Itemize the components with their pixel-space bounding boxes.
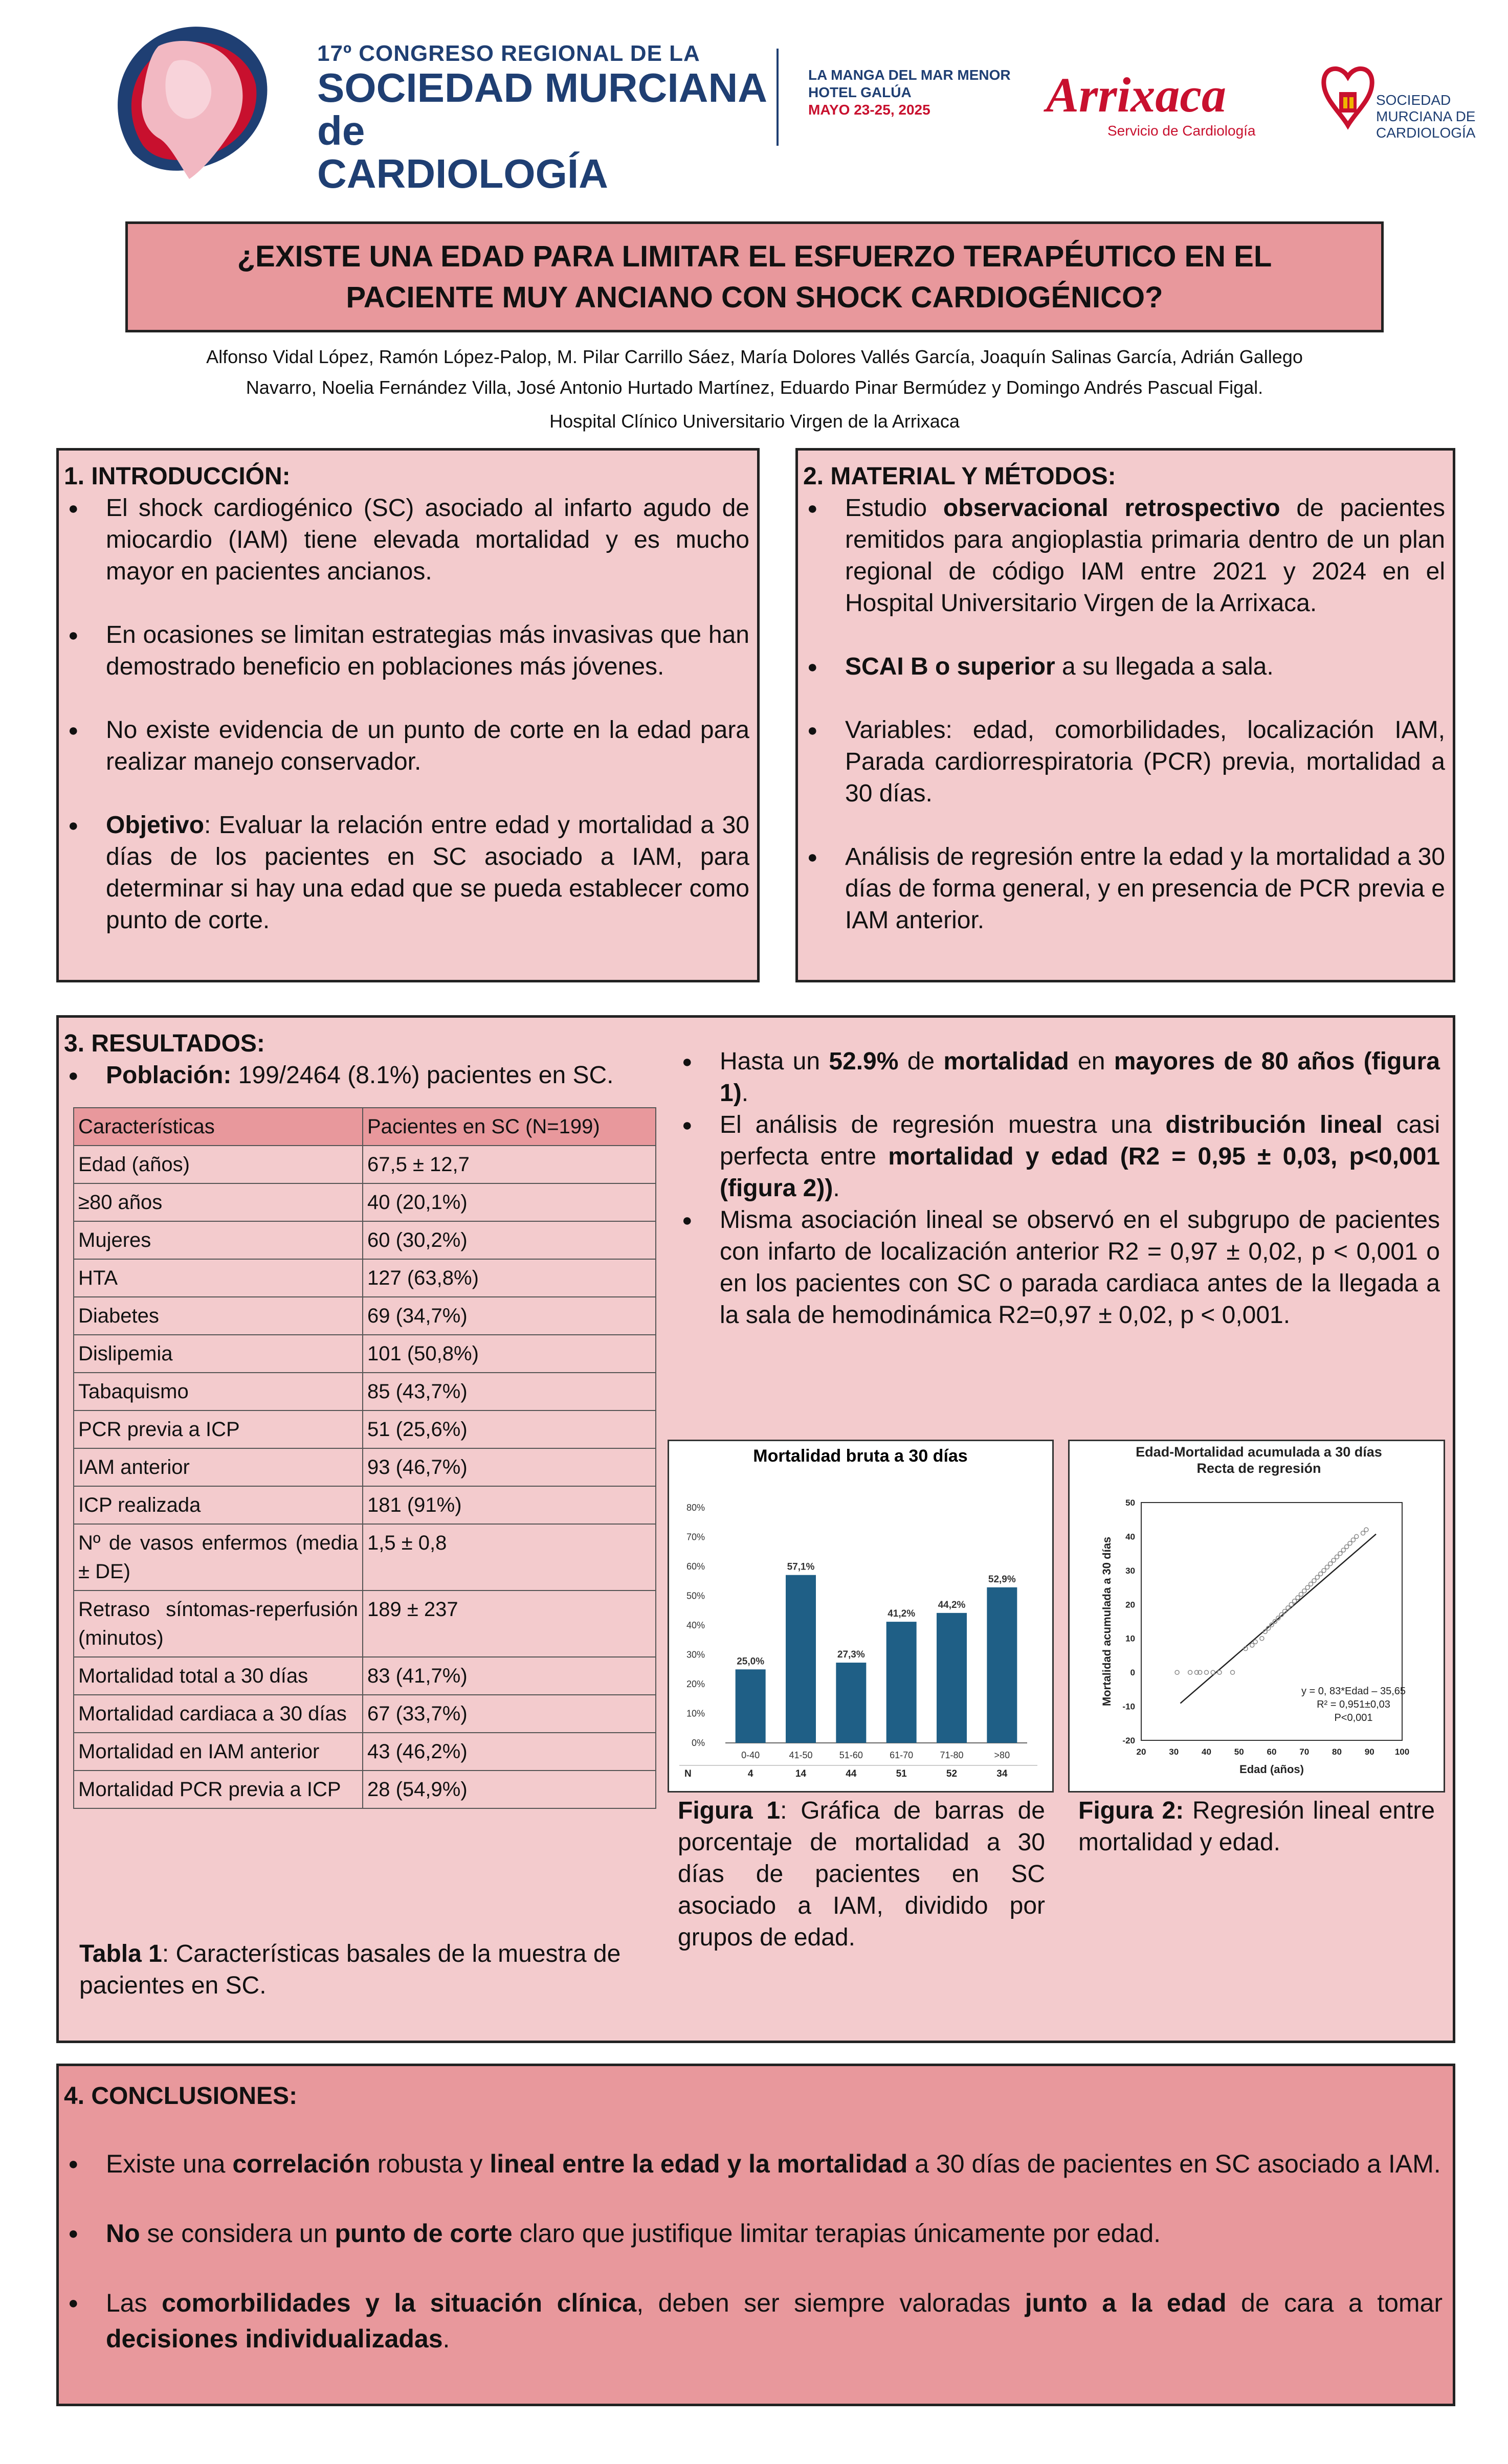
congress-line-2: SOCIEDAD MURCIANA de	[317, 65, 766, 153]
n-value-label: 4	[747, 1768, 753, 1779]
table-cell-characteristic: IAM anterior	[74, 1448, 363, 1486]
introduction-title: 1. INTRODUCCIÓN:	[64, 463, 291, 490]
authors-line-2: Navarro, Noelia Fernández Villa, José Antonio Hurtado Martínez, Eduardo Pinar Bermúdez y Domingo Andrés Pascual Figal.	[246, 377, 1263, 398]
chart-title-line-2: Recta de regresión	[1196, 1461, 1321, 1476]
arrixaca-name: Arrixaca	[1046, 68, 1227, 122]
table-row	[74, 1657, 656, 1695]
table-row	[74, 1335, 656, 1373]
scatter-point	[1302, 1589, 1306, 1593]
poster-title	[237, 236, 1272, 318]
y-tick-label: 0	[1130, 1668, 1135, 1678]
r2-b: distribución lineal	[1165, 1111, 1383, 1138]
figure-1-caption	[678, 1795, 1045, 1954]
r1-b: 52.9%	[829, 1048, 899, 1075]
table-header-cell: Pacientes en SC (N=199)	[363, 1108, 656, 1146]
x-axis-label: Edad (años)	[1239, 1763, 1304, 1776]
table-row	[74, 1695, 656, 1733]
table-cell-characteristic: Mortalidad total a 30 días	[74, 1657, 363, 1695]
conclusion-bullet-1	[64, 2146, 1443, 2182]
y-tick-label: 10	[1125, 1633, 1135, 1644]
scatter-point	[1289, 1602, 1293, 1606]
c3-b: comorbilidades y la situación clínica	[162, 2289, 637, 2317]
r1-c: de	[898, 1048, 944, 1075]
table-row	[74, 1146, 656, 1183]
n-row-label: N	[684, 1768, 692, 1779]
y-tick-label: 20%	[686, 1679, 705, 1689]
scatter-point	[1253, 1640, 1257, 1644]
regression-r2: R² = 0,951±0,03	[1317, 1699, 1390, 1710]
methods-b1-b: de pacientes remitidos para angioplastia primaria dentro de un plan regional de código IAM entre 2021 y 2024 en el Hospital Universitario Virgen de la Arrixaca.	[845, 495, 1445, 617]
r2-c: casi perfecta entre	[720, 1111, 1440, 1170]
bar	[836, 1663, 866, 1743]
table-row	[74, 1297, 656, 1335]
y-axis-label: Mortalidad acumulada a 30 días	[1100, 1536, 1113, 1707]
bar-value-label: 41,2%	[888, 1608, 916, 1620]
c1-e: a 30 días de pacientes en SC asociado a IAM.	[907, 2149, 1441, 2178]
conclusions-title: 4. CONCLUSIONES:	[64, 2082, 298, 2110]
scatter-point	[1217, 1670, 1222, 1674]
venue-dates: MAYO 23-25, 2025	[808, 102, 930, 118]
introduction-section	[56, 448, 760, 982]
table-cell-characteristic: Mortalidad PCR previa a ICP	[74, 1771, 363, 1808]
y-tick-label: 60%	[686, 1561, 705, 1572]
intro-bullet-1: ● El shock cardiogénico (SC) asociado al infarto agudo de miocardio (IAM) tiene elevada mortalidad y es mucho mayor en pacientes ancianos.	[64, 492, 749, 588]
table-cell-characteristic: Dislipemia	[74, 1335, 363, 1373]
table-row	[74, 1183, 656, 1221]
scatter-point	[1338, 1552, 1342, 1556]
figure-2-regression-chart	[1068, 1440, 1445, 1793]
y-tick-label: 40	[1125, 1532, 1135, 1542]
table-cell-characteristic: Nº de vasos enfermos (media ± DE)	[74, 1524, 363, 1591]
table-cell-characteristic: HTA	[74, 1259, 363, 1297]
y-tick-label: -10	[1122, 1701, 1135, 1712]
header-divider	[777, 49, 779, 146]
table-cell-characteristic: Retraso síntomas-reperfusión (minutos)	[74, 1591, 363, 1657]
venue-line-2: HOTEL GALÚA	[808, 84, 912, 100]
n-value-label: 44	[846, 1768, 857, 1779]
table-row	[74, 1486, 656, 1524]
conclusions-section	[56, 2064, 1455, 2406]
table-header-row	[74, 1108, 656, 1146]
c3-a: Las	[106, 2289, 162, 2317]
table-cell-value: 67 (33,7%)	[363, 1695, 656, 1733]
x-tick-label: 100	[1394, 1747, 1410, 1757]
affiliation: Hospital Clínico Universitario Virgen de la Arrixaca	[549, 411, 960, 432]
scatter-point	[1325, 1565, 1329, 1569]
methods-bullet-4: ● Análisis de regresión entre la edad y la mortalidad a 30 días de forma general, y en presencia de PCR previa e IAM anterior.	[803, 841, 1445, 936]
methods-bullet-3: ● Variables: edad, comorbilidades, localización IAM, Parada cardiorrespiratoria (PCR) previa, mortalidad a 30 días.	[803, 714, 1445, 810]
bar	[786, 1575, 816, 1743]
regression-p-value: P<0,001	[1334, 1712, 1373, 1723]
n-value-label: 34	[996, 1768, 1008, 1779]
table-cell-characteristic: Mortalidad en IAM anterior	[74, 1733, 363, 1771]
scatter-point	[1309, 1582, 1313, 1586]
table-row	[74, 1221, 656, 1259]
r1-d: mortalidad	[943, 1048, 1069, 1075]
table-cell-characteristic: Diabetes	[74, 1297, 363, 1335]
table-row	[74, 1448, 656, 1486]
figure-2-caption	[1078, 1795, 1435, 1858]
chart-title: Mortalidad bruta a 30 días	[753, 1446, 968, 1466]
n-value-label: 51	[896, 1768, 907, 1779]
intro-bullet-2: ● En ocasiones se limitan estrategias más invasivas que han demostrado beneficio en poblaciones más jóvenes.	[64, 619, 749, 683]
table-cell-value: 1,5 ± 0,8	[363, 1524, 656, 1591]
smc-line-2: MURCIANA DE	[1376, 108, 1476, 124]
c3-c: , deben ser siempre valoradas	[636, 2289, 1025, 2317]
chart-title-line-1: Edad-Mortalidad acumulada a 30 días	[1136, 1444, 1382, 1460]
bar	[987, 1587, 1017, 1743]
table-cell-value: 101 (50,8%)	[363, 1335, 656, 1373]
x-tick-label: 20	[1136, 1747, 1146, 1757]
results-section	[56, 1015, 1455, 2043]
finding-bullet-3: ● Misma asociación lineal se observó en el subgrupo de pacientes con infarto de localización anterior R2 = 0,97 ± 0,02, p < 0,001 o en los pacientes con SC o parada cardiaca antes de la llegada a la sala de hemodinámica R2=0,97 ± 0,02, p < 0,001.	[678, 1204, 1440, 1331]
r1-a: Hasta un	[720, 1048, 829, 1075]
scatter-point	[1296, 1596, 1300, 1600]
poster-header	[0, 0, 1508, 194]
y-tick-label: 10%	[686, 1708, 705, 1719]
table-cell-characteristic: ICP realizada	[74, 1486, 363, 1524]
x-tick-label: 0-40	[741, 1750, 760, 1760]
regression-equation: y = 0, 83*Edad – 35,65	[1301, 1686, 1406, 1697]
r2-e: .	[833, 1175, 840, 1202]
table-caption	[79, 1938, 657, 2002]
table-cell-value: 127 (63,8%)	[363, 1259, 656, 1297]
methods-section	[795, 448, 1455, 982]
bar-value-label: 57,1%	[787, 1561, 815, 1573]
bar	[886, 1622, 917, 1743]
scatter-point	[1322, 1569, 1326, 1573]
table-cell-value: 28 (54,9%)	[363, 1771, 656, 1808]
baseline-table	[73, 1107, 656, 1809]
table-cell-value: 83 (41,7%)	[363, 1657, 656, 1695]
table-cell-value: 51 (25,6%)	[363, 1410, 656, 1448]
scatter-point	[1355, 1534, 1359, 1538]
fig1-caption-text: : Gráfica de barras de porcentaje de mortalidad a 30 días de pacientes en SC asociado a IAM, dividido por grupos de edad.	[678, 1797, 1046, 1951]
r1-g: .	[741, 1080, 749, 1107]
scatter-point	[1293, 1599, 1297, 1603]
scatter-point	[1312, 1579, 1316, 1583]
x-tick-label: 50	[1234, 1747, 1244, 1757]
fig1-caption-label: Figura 1	[678, 1797, 781, 1824]
intro-bullet-4	[64, 810, 749, 936]
methods-b1-bold: observacional retrospectivo	[943, 495, 1280, 522]
smc-name	[1376, 92, 1475, 141]
c3-g: .	[442, 2324, 450, 2353]
table-cell-characteristic: Mujeres	[74, 1221, 363, 1259]
fig2-caption-label: Figura 2:	[1078, 1797, 1184, 1824]
x-tick-label: 61-70	[890, 1750, 914, 1760]
methods-bullet-1	[803, 492, 1445, 619]
scatter-point	[1305, 1585, 1310, 1589]
scatter-point	[1250, 1643, 1254, 1647]
y-tick-label: -20	[1122, 1736, 1135, 1745]
y-tick-label: 50	[1125, 1498, 1135, 1508]
congress-line-1: 17º CONGRESO REGIONAL DE LA	[317, 41, 700, 66]
x-tick-label: >80	[994, 1750, 1010, 1760]
smc-heart-logo-icon	[1320, 61, 1376, 133]
methods-b1-a: Estudio	[845, 495, 943, 522]
scatter-point	[1319, 1572, 1323, 1576]
c1-c: robusta y	[370, 2149, 490, 2178]
scatter-point	[1315, 1575, 1319, 1579]
scatter-point	[1211, 1670, 1215, 1674]
x-tick-label: 71-80	[940, 1750, 964, 1760]
conclusion-bullet-2	[64, 2215, 1443, 2251]
scatter-point	[1205, 1670, 1209, 1674]
venue-info	[808, 66, 1011, 119]
bar-value-label: 44,2%	[938, 1599, 966, 1610]
c2-a: No	[106, 2219, 140, 2248]
finding-bullet-2	[678, 1109, 1440, 1204]
smc-line-1: SOCIEDAD	[1376, 92, 1451, 108]
title-line-1: ¿EXISTE UNA EDAD PARA LIMITAR EL ESFUERZO TERAPÉUTICO EN EL	[237, 239, 1272, 273]
methods-title: 2. MATERIAL Y MÉTODOS:	[803, 463, 1116, 490]
y-tick-label: 50%	[686, 1591, 705, 1601]
y-tick-label: 40%	[686, 1620, 705, 1630]
table-cell-characteristic: PCR previa a ICP	[74, 1410, 363, 1448]
x-tick-label: 90	[1364, 1747, 1374, 1757]
table-cell-characteristic: ≥80 años	[74, 1183, 363, 1221]
venue-line-1: LA MANGA DEL MAR MENOR	[808, 67, 1011, 83]
fig2-caption-text: Regresión lineal entre mortalidad y edad.	[1078, 1797, 1435, 1856]
table-row	[74, 1259, 656, 1297]
methods-bullet-2	[803, 651, 1445, 683]
bar-value-label: 27,3%	[837, 1649, 865, 1661]
table-cell-value: 43 (46,2%)	[363, 1733, 656, 1771]
y-tick-label: 0%	[691, 1738, 705, 1748]
table-cell-characteristic: Edad (años)	[74, 1146, 363, 1183]
table-cell-characteristic: Mortalidad cardiaca a 30 días	[74, 1695, 363, 1733]
y-tick-label: 70%	[686, 1532, 705, 1542]
table-caption-text: : Características basales de la muestra de pacientes en SC.	[79, 1940, 621, 1999]
scatter-point	[1286, 1606, 1290, 1610]
scatter-point	[1188, 1670, 1192, 1674]
scatter-point	[1328, 1562, 1333, 1566]
scatter-point	[1231, 1670, 1235, 1674]
regression-line	[1181, 1534, 1377, 1704]
table-row	[74, 1373, 656, 1410]
table-cell-value: 189 ± 237	[363, 1591, 656, 1657]
table-row	[74, 1771, 656, 1808]
c3-d: junto a la edad	[1025, 2289, 1227, 2317]
scatter-point	[1364, 1528, 1368, 1532]
table-cell-value: 67,5 ± 12,7	[363, 1146, 656, 1183]
congress-title	[317, 41, 767, 195]
methods-b2-rest: a su llegada a sala.	[1055, 653, 1274, 680]
y-tick-label: 20	[1125, 1600, 1135, 1610]
authors	[125, 342, 1384, 403]
bar-value-label: 25,0%	[737, 1656, 765, 1667]
r1-f: mayores de 80 años (figura 1)	[720, 1048, 1440, 1107]
conclusion-bullet-3	[64, 2285, 1443, 2357]
c1-d: lineal entre la edad y la mortalidad	[490, 2149, 908, 2178]
bar-value-label: 52,9%	[988, 1574, 1016, 1585]
scatter-point	[1335, 1555, 1339, 1559]
bar	[937, 1613, 967, 1743]
r2-a: El análisis de regresión muestra una	[720, 1111, 1166, 1138]
bar-chart-svg	[669, 1441, 1052, 1791]
smc-line-3: CARDIOLOGÍA	[1376, 125, 1476, 141]
c2-b: se considera un	[140, 2219, 335, 2248]
table-cell-value: 69 (34,7%)	[363, 1297, 656, 1335]
n-value-label: 14	[795, 1768, 807, 1779]
x-tick-label: 41-50	[789, 1750, 813, 1760]
scatter-point	[1345, 1544, 1349, 1549]
congress-line-3: CARDIOLOGÍA	[317, 151, 608, 196]
table-cell-value: 40 (20,1%)	[363, 1183, 656, 1221]
r2-d: mortalidad y edad (R2 = 0,95 ± 0,03, p<0,001 (figura 2))	[720, 1143, 1440, 1202]
arrixaca-subtitle: Servicio de Cardiología	[1107, 123, 1256, 139]
y-tick-label: 30%	[686, 1649, 705, 1660]
scatter-point	[1332, 1558, 1336, 1562]
methods-b2-bold: SCAI B o superior	[845, 653, 1055, 680]
table-row	[74, 1733, 656, 1771]
c1-a: Existe una	[106, 2149, 233, 2178]
y-tick-label: 30	[1125, 1565, 1135, 1576]
table-header-cell: Características	[74, 1108, 363, 1146]
intro-bullet-3: ● No existe evidencia de un punto de corte en la edad para realizar manejo conservador.	[64, 714, 749, 778]
table-row	[74, 1591, 656, 1657]
bar	[736, 1669, 766, 1743]
figure-1-bar-chart	[668, 1440, 1054, 1793]
scatter-point	[1260, 1637, 1264, 1641]
scatter-point	[1348, 1541, 1352, 1545]
scatter-point	[1361, 1531, 1365, 1535]
x-tick-label: 70	[1299, 1747, 1310, 1757]
title-line-2: PACIENTE MUY ANCIANO CON SHOCK CARDIOGÉNICO?	[346, 280, 1163, 314]
table-cell-value: 85 (43,7%)	[363, 1373, 656, 1410]
c3-f: decisiones individualizadas	[106, 2324, 443, 2353]
n-value-label: 52	[946, 1768, 958, 1779]
table-cell-value: 93 (46,7%)	[363, 1448, 656, 1486]
objective-text: : Evaluar la relación entre edad y mortalidad a 30 días de los pacientes en SC asociado a IAM, para determinar si hay una edad que se pueda establecer como punto de corte.	[106, 812, 749, 934]
x-tick-label: 30	[1169, 1747, 1179, 1757]
population-bullet	[64, 1060, 719, 1091]
population-label: Población:	[106, 1062, 232, 1089]
congress-logo-icon	[102, 15, 276, 184]
x-tick-label: 80	[1332, 1747, 1342, 1757]
c2-c: punto de corte	[335, 2219, 513, 2248]
results-title: 3. RESULTADOS:	[64, 1030, 265, 1057]
scatter-point	[1299, 1592, 1303, 1596]
results-findings	[678, 1046, 1440, 1331]
x-tick-label: 40	[1202, 1747, 1211, 1757]
table-row	[74, 1524, 656, 1591]
table-cell-characteristic: Tabaquismo	[74, 1373, 363, 1410]
poster-title-box	[125, 221, 1384, 332]
scatter-point	[1175, 1670, 1179, 1674]
c2-d: claro que justifique limitar terapias únicamente por edad.	[512, 2219, 1161, 2248]
table-row	[74, 1410, 656, 1448]
arrixaca-logo	[1046, 66, 1271, 148]
y-tick-label: 80%	[686, 1503, 705, 1513]
finding-bullet-1	[678, 1046, 1440, 1109]
c3-e: de cara a tomar	[1226, 2289, 1443, 2317]
scatter-point	[1341, 1548, 1345, 1552]
x-tick-label: 60	[1267, 1747, 1277, 1757]
regression-chart-svg	[1070, 1441, 1444, 1791]
population-text: 199/2464 (8.1%) pacientes en SC.	[231, 1062, 614, 1089]
table-cell-value: 181 (91%)	[363, 1486, 656, 1524]
r1-e: en	[1069, 1048, 1114, 1075]
scatter-point	[1351, 1538, 1355, 1542]
c1-b: correlación	[232, 2149, 370, 2178]
table-caption-label: Tabla 1	[79, 1940, 162, 1967]
objective-label: Objetivo	[106, 812, 205, 839]
x-tick-label: 51-60	[839, 1750, 863, 1760]
authors-line-1: Alfonso Vidal López, Ramón López-Palop, M. Pilar Carrillo Sáez, María Dolores Vallés García, Joaquín Salinas García, Adrián Gallego	[206, 346, 1303, 367]
table-cell-value: 60 (30,2%)	[363, 1221, 656, 1259]
